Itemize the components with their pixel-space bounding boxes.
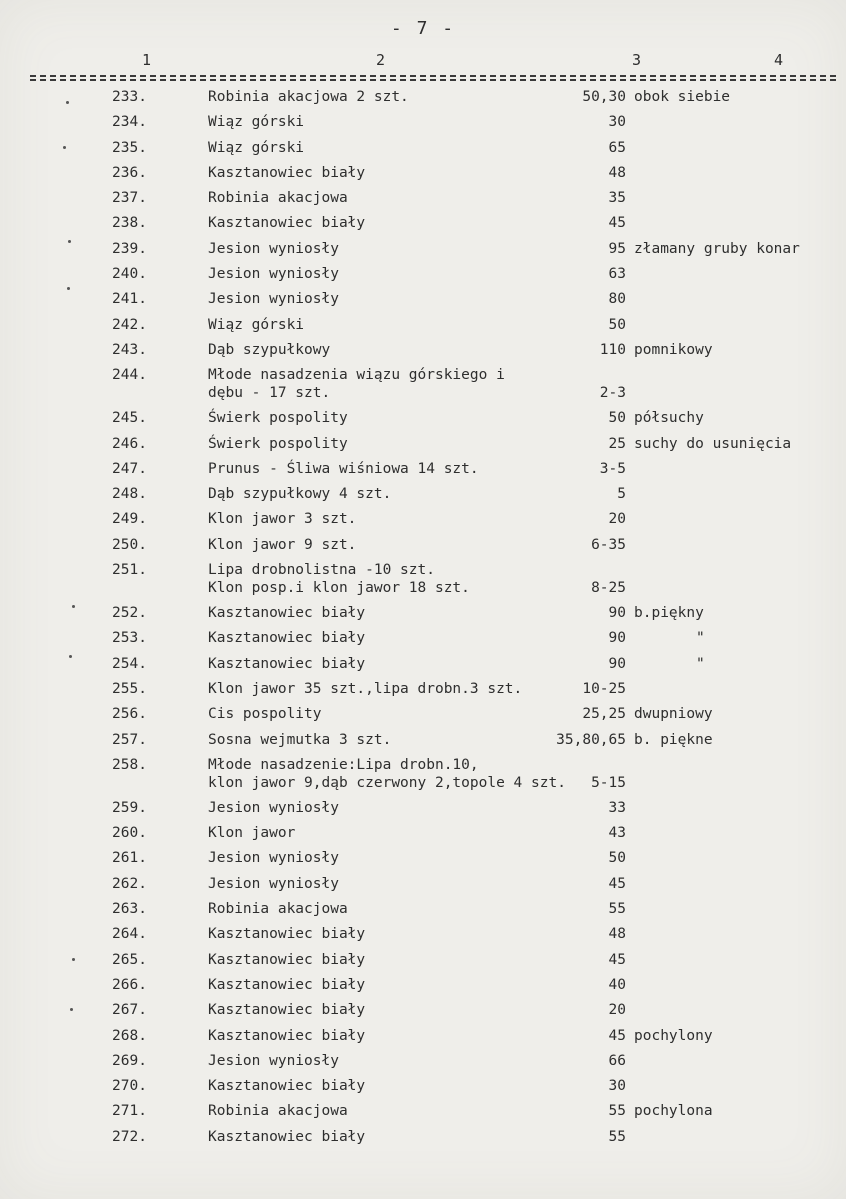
species-name-line1: Kasztanowiec biały — [208, 630, 366, 647]
species-name-line1: Sosna wejmutka 3 szt. — [208, 731, 392, 748]
row-number: 249. — [112, 511, 147, 528]
row-number: 238. — [112, 215, 147, 232]
diameter-value: 5 — [617, 486, 626, 503]
species-name-line2: Klon posp.i klon jawor 18 szt. — [208, 580, 470, 597]
diameter-value: 95 — [608, 240, 626, 257]
table-row — [0, 976, 846, 1001]
diameter-value: 45 — [608, 951, 626, 968]
row-number: 259. — [112, 799, 147, 816]
species-name — [208, 265, 628, 283]
species-name-line1: Kasztanowiec biały — [208, 605, 366, 622]
row-number: 242. — [112, 316, 147, 333]
row-number: 255. — [112, 680, 147, 697]
species-name-line1: Robinia akacjowa — [208, 901, 348, 918]
table-row — [0, 900, 846, 925]
table-row — [0, 460, 846, 485]
table-row — [0, 655, 846, 680]
table-row — [0, 1027, 846, 1052]
species-name — [208, 756, 628, 792]
species-name — [208, 629, 628, 647]
table-row — [0, 629, 846, 654]
row-number: 264. — [112, 926, 147, 943]
row-number: 256. — [112, 706, 147, 723]
species-name-line1: Jesion wyniosły — [208, 850, 339, 867]
remarks: b. piękne — [634, 731, 713, 748]
species-name — [208, 290, 628, 308]
diameter-value: 45 — [608, 1027, 626, 1044]
paper-speck — [68, 240, 71, 243]
table-row — [0, 189, 846, 214]
species-name-line1: Robinia akacjowa 2 szt. — [208, 89, 409, 105]
species-name — [208, 824, 628, 842]
diameter-value: 25,25 — [582, 706, 626, 723]
species-name-line1: Wiąz górski — [208, 139, 305, 156]
table-row — [0, 164, 846, 189]
table-row — [0, 265, 846, 290]
diameter-value: 55 — [608, 1128, 626, 1145]
species-name-line1: Robinia akacjowa — [208, 190, 348, 207]
diameter-value: 65 — [608, 139, 626, 156]
diameter-value: 3-5 — [599, 460, 626, 477]
species-name-line1: Jesion wyniosły — [208, 875, 339, 892]
table-row — [0, 536, 846, 561]
species-name-line1: Klon jawor 3 szt. — [208, 511, 357, 528]
paper-speck — [70, 1008, 73, 1011]
species-name — [208, 435, 628, 453]
diameter-value: 55 — [608, 901, 626, 918]
species-name-line1: Cis pospolity — [208, 706, 322, 723]
diameter-value: 50 — [608, 850, 626, 867]
table-row — [0, 951, 846, 976]
species-name — [208, 1102, 628, 1120]
species-name — [208, 316, 628, 334]
paper-speck — [72, 605, 75, 608]
remarks: b.piękny — [634, 605, 704, 622]
column-header-2: 2 — [376, 51, 386, 69]
diameter-value: 110 — [599, 341, 626, 358]
table-row — [0, 214, 846, 239]
species-name-line1: Kasztanowiec biały — [208, 215, 366, 232]
diameter-value: 25 — [608, 435, 626, 452]
species-name — [208, 875, 628, 893]
species-name-line1: Jesion wyniosły — [208, 799, 339, 816]
row-number: 265. — [112, 951, 147, 968]
row-number: 237. — [112, 190, 147, 207]
species-name-line2: klon jawor 9,dąb czerwony 2,topole 4 szt. — [208, 774, 566, 791]
species-name — [208, 561, 628, 597]
table-row — [0, 435, 846, 460]
species-name — [208, 655, 628, 673]
diameter-value: 20 — [608, 511, 626, 528]
diameter-value: 48 — [608, 926, 626, 943]
row-number: 262. — [112, 875, 147, 892]
remarks: półsuchy — [634, 410, 704, 427]
species-name — [208, 1001, 628, 1019]
row-number: 260. — [112, 825, 147, 842]
diameter-value: 55 — [608, 1103, 626, 1120]
species-name-line1: Kasztanowiec biały — [208, 1002, 366, 1019]
species-name-line1: Jesion wyniosły — [208, 1052, 339, 1069]
diameter-value: 45 — [608, 215, 626, 232]
table-row — [0, 875, 846, 900]
column-header-3: 3 — [632, 51, 642, 69]
diameter-value: 30 — [608, 1078, 626, 1095]
remarks: pomnikowy — [634, 341, 713, 358]
diameter-value: 20 — [608, 1002, 626, 1019]
species-name-line1: Dąb szypułkowy — [208, 341, 331, 358]
table-row — [0, 1001, 846, 1026]
species-name — [208, 1052, 628, 1070]
diameter-value: 30 — [608, 114, 626, 131]
row-number: 268. — [112, 1027, 147, 1044]
species-name-line1: Wiąz górski — [208, 114, 305, 131]
species-name-line1: Kasztanowiec biały — [208, 655, 366, 672]
table-row — [0, 240, 846, 265]
tree-inventory-table — [0, 88, 846, 1153]
species-name-line1: Kasztanowiec biały — [208, 1027, 366, 1044]
remarks: dwupniowy — [634, 706, 713, 723]
species-name-line1: Kasztanowiec biały — [208, 976, 366, 993]
row-number: 244. — [112, 367, 147, 384]
table-row — [0, 88, 846, 113]
species-name — [208, 1128, 628, 1146]
column-header-1: 1 — [142, 51, 152, 69]
diameter-value: 35 — [608, 190, 626, 207]
remarks: obok siebie — [634, 89, 731, 105]
species-name-line1: Młode nasadzenia wiązu górskiego i — [208, 367, 505, 384]
row-number: 241. — [112, 291, 147, 308]
row-number: 263. — [112, 901, 147, 918]
row-number: 257. — [112, 731, 147, 748]
row-number: 261. — [112, 850, 147, 867]
remarks: pochylony — [634, 1027, 713, 1044]
species-name-line1: Jesion wyniosły — [208, 291, 339, 308]
diameter-value: 90 — [608, 605, 626, 622]
species-name-line1: Świerk pospolity — [208, 435, 348, 452]
diameter-value: 50 — [608, 410, 626, 427]
species-name — [208, 409, 628, 427]
species-name — [208, 240, 628, 258]
diameter-value: 50,30 — [582, 89, 626, 105]
diameter-value: 6-35 — [591, 536, 626, 553]
remarks: pochylona — [634, 1103, 713, 1120]
table-row — [0, 139, 846, 164]
species-name — [208, 951, 628, 969]
diameter-value: 50 — [608, 316, 626, 333]
species-name-line1: Dąb szypułkowy 4 szt. — [208, 486, 392, 503]
species-name-line1: Kasztanowiec biały — [208, 1078, 366, 1095]
row-number: 248. — [112, 486, 147, 503]
species-name-line1: Lipa drobnolistna -10 szt. — [208, 562, 435, 579]
row-number: 235. — [112, 139, 147, 156]
species-name — [208, 925, 628, 943]
species-name — [208, 680, 628, 698]
species-name — [208, 976, 628, 994]
diameter-value: 66 — [608, 1052, 626, 1069]
species-name — [208, 799, 628, 817]
row-number: 252. — [112, 605, 147, 622]
table-row — [0, 510, 846, 535]
row-number: 269. — [112, 1052, 147, 1069]
species-name-line1: Prunus - Śliwa wiśniowa 14 szt. — [208, 460, 479, 477]
header-rule-bottom — [30, 79, 836, 81]
species-name — [208, 341, 628, 359]
diameter-value: 35,80,65 — [556, 731, 626, 748]
row-number: 253. — [112, 630, 147, 647]
species-name-line1: Robinia akacjowa — [208, 1103, 348, 1120]
table-row — [0, 561, 846, 604]
species-name — [208, 849, 628, 867]
row-number: 246. — [112, 435, 147, 452]
diameter-value: 80 — [608, 291, 626, 308]
row-number: 254. — [112, 655, 147, 672]
species-name — [208, 604, 628, 622]
table-row — [0, 409, 846, 434]
species-name — [208, 460, 628, 478]
species-name-line1: Kasztanowiec biały — [208, 164, 366, 181]
species-name-line2: dębu - 17 szt. — [208, 385, 331, 402]
species-name — [208, 510, 628, 528]
table-row — [0, 366, 846, 409]
table-row — [0, 705, 846, 730]
table-row — [0, 290, 846, 315]
species-name — [208, 214, 628, 232]
table-row — [0, 604, 846, 629]
table-row — [0, 849, 846, 874]
diameter-value: 90 — [608, 630, 626, 647]
table-row — [0, 316, 846, 341]
diameter-value: 48 — [608, 164, 626, 181]
table-row — [0, 824, 846, 849]
species-name-line1: Młode nasadzenie:Lipa drobn.10, — [208, 756, 479, 773]
row-number: 239. — [112, 240, 147, 257]
species-name — [208, 900, 628, 918]
row-number: 271. — [112, 1103, 147, 1120]
table-row — [0, 799, 846, 824]
row-number: 267. — [112, 1002, 147, 1019]
species-name — [208, 1077, 628, 1095]
diameter-value: 10-25 — [582, 680, 626, 697]
row-number: 243. — [112, 341, 147, 358]
table-row — [0, 1128, 846, 1153]
diameter-value: 90 — [608, 655, 626, 672]
paper-speck — [66, 101, 69, 104]
table-row — [0, 680, 846, 705]
table-row — [0, 1052, 846, 1077]
species-name — [208, 113, 628, 131]
species-name — [208, 705, 628, 723]
table-row — [0, 1077, 846, 1102]
diameter-value: 8-25 — [591, 580, 626, 597]
diameter-value: 5-15 — [591, 774, 626, 791]
species-name-line1: Jesion wyniosły — [208, 266, 339, 283]
diameter-value: 2-3 — [599, 385, 626, 402]
row-number: 236. — [112, 164, 147, 181]
row-number: 272. — [112, 1128, 147, 1145]
species-name — [208, 88, 628, 106]
remarks: " — [696, 630, 705, 647]
diameter-value: 45 — [608, 875, 626, 892]
species-name — [208, 366, 628, 402]
table-row — [0, 731, 846, 756]
row-number: 266. — [112, 976, 147, 993]
species-name — [208, 189, 628, 207]
diameter-value: 63 — [608, 266, 626, 283]
species-name — [208, 164, 628, 182]
species-name-line1: Klon jawor — [208, 825, 296, 842]
remarks: suchy do usunięcia — [634, 435, 792, 452]
row-number: 247. — [112, 460, 147, 477]
row-number: 270. — [112, 1078, 147, 1095]
diameter-value: 40 — [608, 976, 626, 993]
row-number: 251. — [112, 562, 147, 579]
species-name-line1: Klon jawor 35 szt.,lipa drobn.3 szt. — [208, 680, 523, 697]
species-name — [208, 485, 628, 503]
paper-speck — [69, 655, 72, 658]
table-row — [0, 925, 846, 950]
row-number: 240. — [112, 266, 147, 283]
paper-speck — [63, 146, 66, 149]
page-number: - 7 - — [390, 18, 456, 39]
species-name — [208, 1027, 628, 1045]
species-name-line1: Kasztanowiec biały — [208, 1128, 366, 1145]
table-row — [0, 341, 846, 366]
table-row — [0, 1102, 846, 1127]
species-name-line1: Wiąz górski — [208, 316, 305, 333]
species-name — [208, 139, 628, 157]
table-row — [0, 113, 846, 138]
species-name — [208, 536, 628, 554]
species-name-line1: Jesion wyniosły — [208, 240, 339, 257]
table-row — [0, 485, 846, 510]
paper-speck — [72, 958, 75, 961]
row-number: 250. — [112, 536, 147, 553]
column-header-4: 4 — [774, 51, 784, 69]
species-name-line1: Kasztanowiec biały — [208, 926, 366, 943]
species-name-line1: Świerk pospolity — [208, 410, 348, 427]
row-number: 245. — [112, 410, 147, 427]
row-number: 258. — [112, 756, 147, 773]
row-number: 234. — [112, 114, 147, 131]
remarks: złamany gruby konar — [634, 240, 800, 257]
remarks: " — [696, 655, 705, 672]
header-rule-top — [30, 75, 836, 77]
species-name-line1: Kasztanowiec biały — [208, 951, 366, 968]
species-name-line1: Klon jawor 9 szt. — [208, 536, 357, 553]
diameter-value: 43 — [608, 825, 626, 842]
table-row — [0, 756, 846, 799]
diameter-value: 33 — [608, 799, 626, 816]
row-number: 233. — [112, 89, 147, 105]
paper-speck — [67, 287, 70, 290]
